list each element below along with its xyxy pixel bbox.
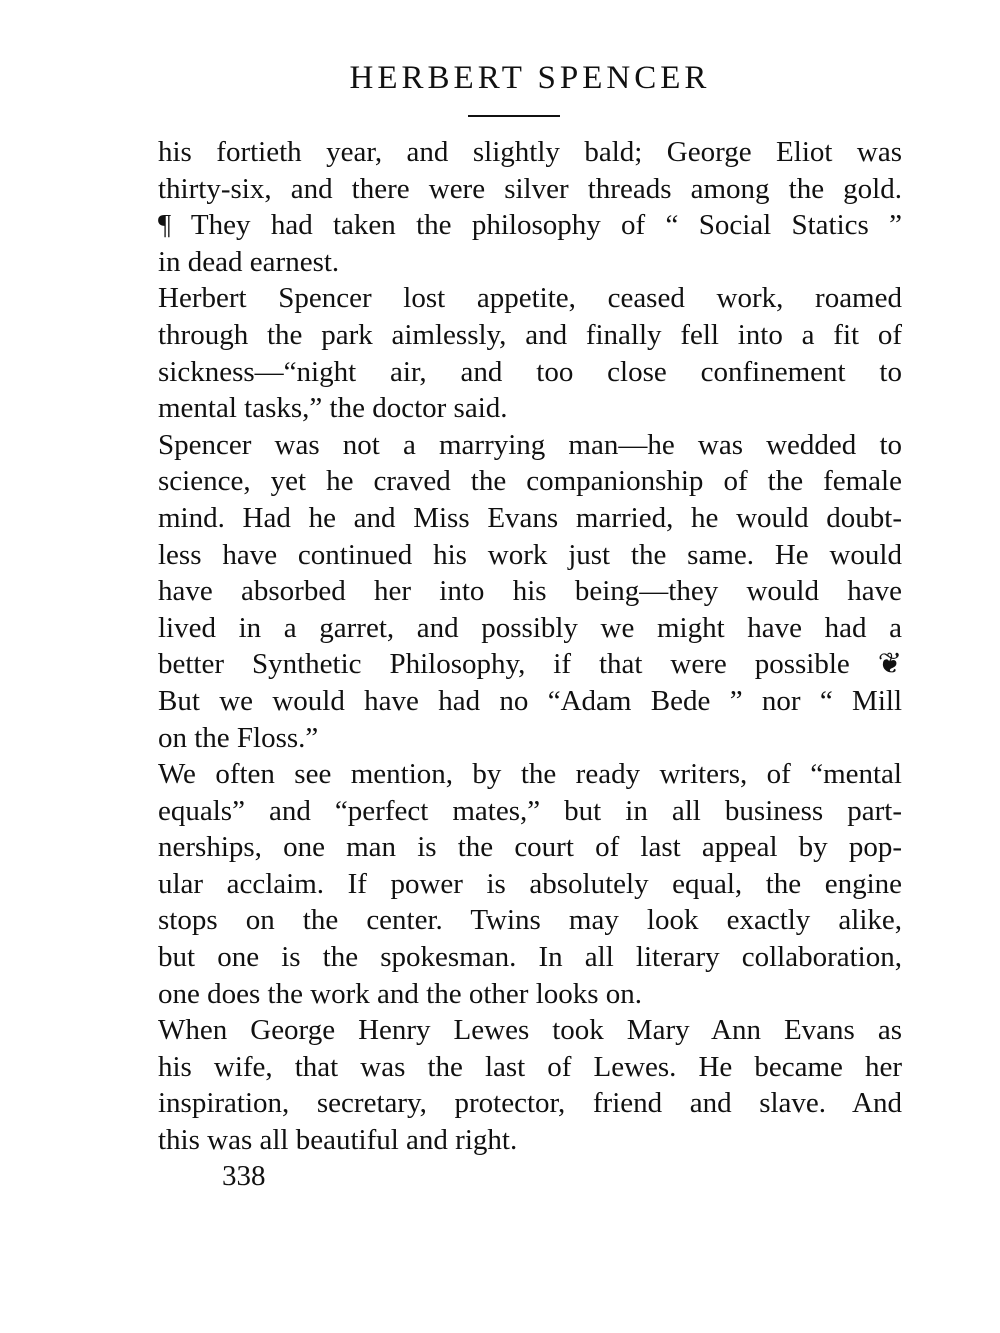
text-line: Spencer was not a marrying man—he was wedded to <box>158 428 902 461</box>
text-line: But we would have had no “Adam Bede ” nor “ Mill <box>158 684 902 717</box>
text-line: mental tasks,” the doctor said. <box>158 392 508 425</box>
text-line: his fortieth year, and slightly bald; George Eliot was <box>158 136 902 168</box>
text-line: inspiration, secretary, protector, friend and slave. And <box>158 1087 902 1120</box>
text-line: this was all beautiful and right. <box>158 1124 518 1157</box>
text-line: one does the work and the other looks on. <box>158 977 643 1010</box>
text-line: nerships, one man is the court of last appeal by pop- <box>158 831 902 864</box>
text-line: science, yet he craved the companionship of the female <box>158 465 902 498</box>
page-number: 338 <box>222 1160 266 1192</box>
text-line: in dead earnest. <box>158 245 340 278</box>
text-line: equals” and “perfect mates,” but in all business part- <box>158 794 902 827</box>
text-line: better Synthetic Philosophy, if that were possible ❦ <box>158 648 902 681</box>
text-line: ular acclaim. If power is absolutely equal, the engine <box>158 867 902 900</box>
running-head-title: HERBERT SPENCER <box>349 60 711 96</box>
header-rule <box>468 115 560 117</box>
text-line: his wife, that was the last of Lewes. He became her <box>158 1050 902 1083</box>
text-line: mind. Had he and Miss Evans married, he would doubt- <box>158 501 902 534</box>
text-line: but one is the spokesman. In all literary collaboration, <box>158 941 902 974</box>
text-line: We often see mention, by the ready writers, of “mental <box>158 758 902 791</box>
text-line: stops on the center. Twins may look exactly alike, <box>158 904 902 937</box>
body-text <box>158 134 902 1159</box>
text-line: sickness—“night air, and too close confinement to <box>158 355 902 388</box>
text-line: have absorbed her into his being—they would have <box>158 575 902 608</box>
text-line: less have continued his work just the same. He would <box>158 538 902 571</box>
text-line: ¶ They had taken the philosophy of “ Social Statics ” <box>158 209 902 242</box>
text-line: When George Henry Lewes took Mary Ann Evans as <box>158 1014 902 1047</box>
text-line: lived in a garret, and possibly we might have had a <box>158 611 902 644</box>
text-line: through the park aimlessly, and finally fell into a fit of <box>158 318 902 351</box>
text-line: Herbert Spencer lost appetite, ceased work, roamed <box>158 282 902 315</box>
text-line: on the Floss.” <box>158 721 319 754</box>
text-line: thirty-six, and there were silver threads among the gold. <box>158 172 902 205</box>
